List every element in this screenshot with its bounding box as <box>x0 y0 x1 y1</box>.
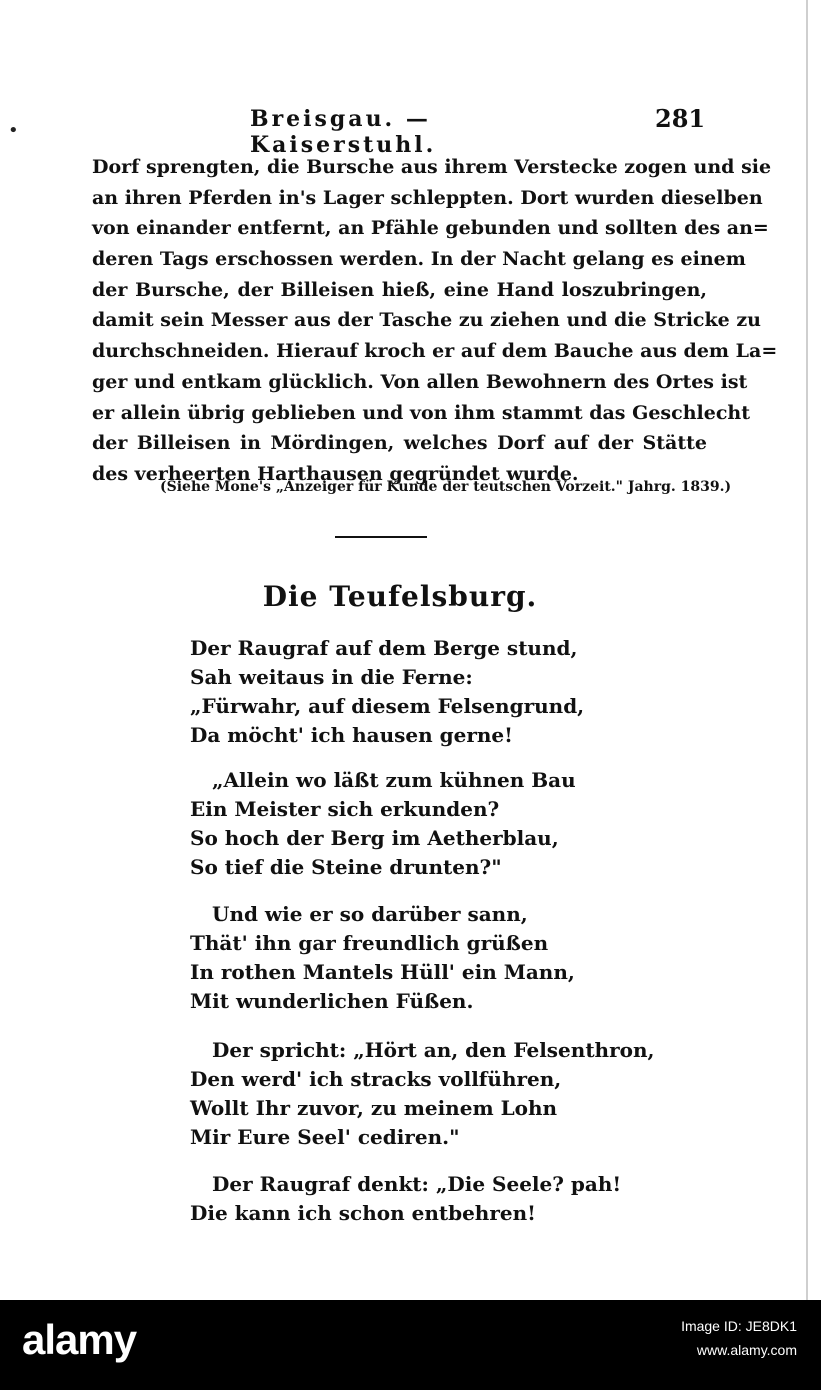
prose-line: der Billeisen in Mördingen, welches Dorf auf der Stätte <box>92 432 707 455</box>
verse-line: So hoch der Berg im Aetherblau, <box>190 826 559 850</box>
prose-line: der Bursche, der Billeisen hieß, eine Hand loszubringen, <box>92 278 707 301</box>
prose-line: durchschneiden. Hierauf kroch er auf dem Bauche aus dem La= <box>92 340 778 363</box>
prose-paragraph <box>92 152 778 490</box>
verse-line: „Fürwahr, auf diesem Felsengrund, <box>190 694 585 718</box>
stock-logo: alamy <box>22 1316 137 1363</box>
verse-line: Da möcht' ich hausen gerne! <box>190 723 513 747</box>
verse-line: Und wie er so darüber sann, <box>212 902 528 926</box>
poem-title: Die Teufelsburg. <box>262 580 538 613</box>
stanza <box>190 1170 710 1228</box>
verse-line: „Allein wo läßt zum kühnen Bau <box>212 768 576 792</box>
stanza <box>190 900 710 1016</box>
stanza <box>190 766 710 882</box>
prose-line: des verheerten Harthausen gegründet wurde. <box>92 462 579 485</box>
verse-line: Thät' ihn gar freundlich grüßen <box>190 931 549 955</box>
prose-line: Dorf sprengten, die Bursche aus ihrem Verstecke zogen und sie <box>92 156 772 178</box>
prose-line: damit sein Messer aus der Tasche zu ziehen und die Stricke zu <box>92 309 761 332</box>
stanza <box>190 634 710 750</box>
margin-mark: • <box>8 120 19 141</box>
running-head: Breisgau. — Kaiserstuhl. <box>250 106 437 158</box>
verse-line: Der Raugraf auf dem Berge stund, <box>190 636 578 660</box>
verse-line: Der Raugraf denkt: „Die Seele? pah! <box>212 1172 622 1196</box>
verse-line: Mir Eure Seel' cediren." <box>190 1125 460 1149</box>
prose-line: von einander entfernt, an Pfähle gebunden und sollten des an= <box>92 217 769 240</box>
verse-line: So tief die Steine drunten?" <box>190 855 502 879</box>
verse-line: Ein Meister sich erkunden? <box>190 797 500 821</box>
prose-line: er allein übrig geblieben und von ihm stammt das Geschlecht <box>92 401 750 424</box>
stock-info <box>681 1314 797 1362</box>
verse-line: Sah weitaus in die Ferne: <box>190 665 473 689</box>
verse-line: Die kann ich schon entbehren! <box>190 1201 536 1225</box>
verse-line: Wollt Ihr zuvor, zu meinem Lohn <box>190 1096 558 1120</box>
stock-watermark-bar <box>0 1300 821 1390</box>
verse-line: In rothen Mantels Hüll' ein Mann, <box>190 960 575 984</box>
verse-line: Mit wunderlichen Füßen. <box>190 989 474 1013</box>
verse-line: Der spricht: „Hört an, den Felsenthron, <box>212 1038 655 1062</box>
stanza <box>190 1036 710 1152</box>
prose-line: an ihren Pferden in's Lager schleppten. Dort wurden dieselben <box>92 186 763 209</box>
prose-line: ger und entkam glücklich. Von allen Bewohnern des Ortes ist <box>92 370 748 393</box>
verse-line: Den werd' ich stracks vollführen, <box>190 1067 562 1091</box>
section-divider <box>335 536 427 538</box>
stock-site: www.alamy.com <box>696 1342 797 1358</box>
page-number: 281 <box>655 104 706 133</box>
prose-line: deren Tags erschossen werden. In der Nacht gelang es einem <box>92 248 746 271</box>
citation: (Siehe Mone's „Anzeiger für Kunde der teutschen Vorzeit." Jahrg. 1839.) <box>160 479 732 495</box>
image-id: Image ID: JE8DK1 <box>681 1318 797 1334</box>
